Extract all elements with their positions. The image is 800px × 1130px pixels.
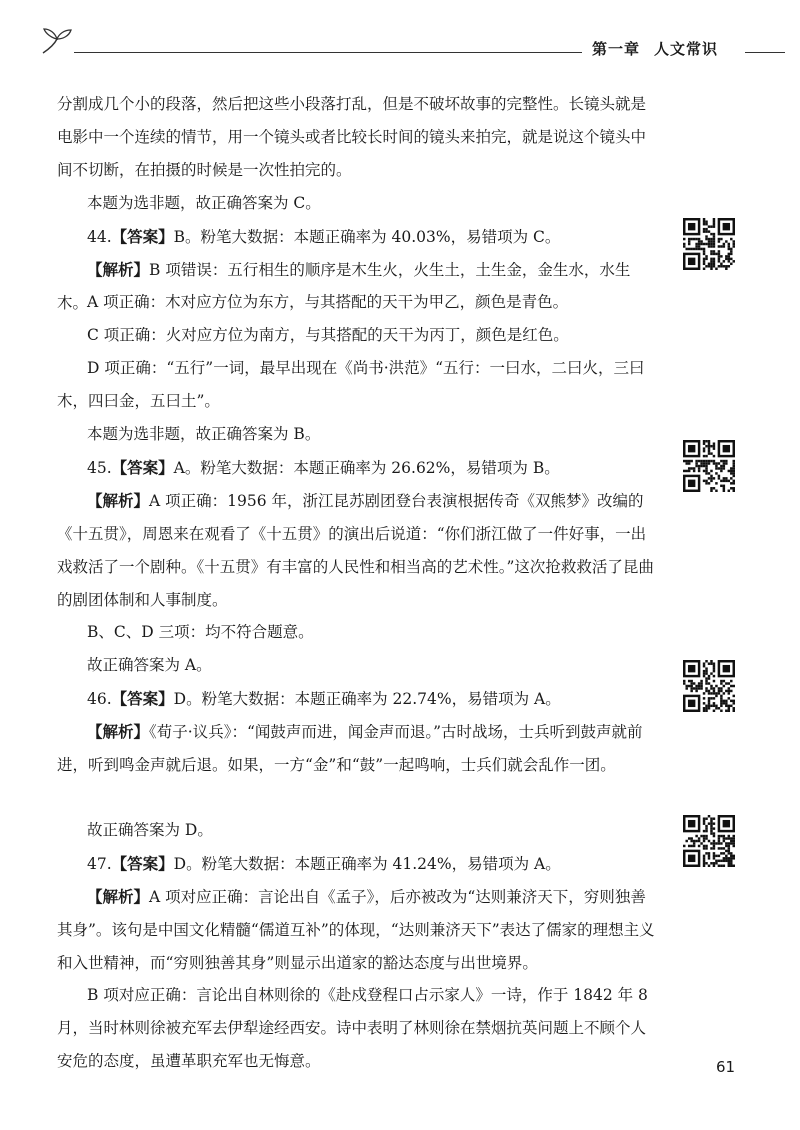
header-rule-left [74, 52, 582, 53]
q45-answer [57, 451, 661, 485]
chapter-label: 第一章 [592, 40, 641, 58]
qr-code-icon [683, 440, 735, 492]
page-header [0, 0, 800, 70]
q47-analysis [57, 880, 661, 980]
q45-analysis [57, 484, 661, 617]
q47-answer [57, 847, 661, 881]
q45-options-bcd: B、C、D 三项：均不符合题意。 [87, 623, 314, 641]
q45-conclusion: 故正确答案为 A。 [87, 656, 212, 674]
q44-option-d: D 项正确：“五行”一词，最早出现在《尚书·洪范》“五行：一曰水，二曰火，三曰木，四曰金，五曰土”。 [57, 359, 645, 410]
q46-answer-tag: 【答案】 [111, 689, 174, 708]
q47-analysis-tag: 【解析】 [87, 887, 150, 906]
q47-answer-tag: 【答案】 [111, 854, 174, 873]
header-title [592, 38, 732, 59]
q44-analysis-tag: 【解析】 [87, 260, 150, 279]
q45-analysis-tag: 【解析】 [87, 491, 150, 510]
q46-answer-text: D。粉笔大数据：本题正确率为 22.74%，易错项为 A。 [173, 690, 561, 708]
q46-analysis-text: 《荀子·议兵》：“闻鼓声而进，闻金声而退。”古时战场，士兵听到鼓声就前进，听到鸣金声就后退。如果，一方“金”和“鼓”一起鸣响，士兵们就会乱作一团。 [57, 723, 643, 774]
q45-number: 45. [87, 459, 112, 477]
q46-conclusion: 故正确答案为 D。 [87, 821, 213, 839]
q45-answer-text: A。粉笔大数据：本题正确率为 26.62%，易错项为 B。 [173, 459, 560, 477]
qr-code-icon [683, 218, 735, 270]
q44-answer [57, 220, 661, 254]
paragraph-conclusion-43: 本题为选非题，故正确答案为 C。 [87, 194, 321, 212]
q46-number: 46. [87, 690, 112, 708]
qr-code-icon [683, 660, 735, 712]
paragraph-continuation: 分割成几个小的段落，然后把这些小段落打乱，但是不破坏故事的完整性。长镜头就是电影中一个连续的情节，用一个镜头或者比较长时间的镜头来拍完，就是说这个镜头中间不切断，在拍摄的时候是一次性拍完的。 [57, 95, 647, 179]
q45-analysis-text: A 项正确：1956 年，浙江昆苏剧团登台表演根据传奇《双熊梦》改编的《十五贯》，周恩来在观看了《十五贯》的演出后说道：“你们浙江做了一件好事，一出戏救活了一个剧种。《十五贯》有丰富的人民性和相当高的艺术性。”这次抢救救活了昆曲的剧团体制和人事制度。 [57, 492, 654, 609]
q44-number: 44. [87, 228, 112, 246]
q47-analysis-text: A 项对应正确：言论出自《孟子》，后亦被改为“达则兼济天下，穷则独善其身”。该句是中国文化精髓“儒道互补”的体现，“达则兼济天下”表达了儒家的理想主义和入世精神，而“穷则独善其身”则显示出道家的豁达态度与出世境界。 [57, 888, 655, 972]
q44-analysis-text: B 项错误：五行相生的顺序是木生火，火生土，土生金，金生水，水生木。 [57, 261, 631, 312]
q44-answer-tag: 【答案】 [111, 227, 174, 246]
q46-analysis [57, 715, 661, 782]
q44-option-c: C 项正确：火对应方位为南方，与其搭配的天干为丙丁，颜色是红色。 [87, 326, 569, 344]
section-label: 人文常识 [654, 40, 719, 58]
q44-option-a: A 项正确：木对应方位为东方，与其搭配的天干为甲乙，颜色是青色。 [87, 293, 569, 311]
q44-conclusion: 本题为选非题，故正确答案为 B。 [87, 425, 321, 443]
q45-answer-tag: 【答案】 [111, 458, 174, 477]
header-rule-right [745, 52, 785, 53]
q47-answer-text: D。粉笔大数据：本题正确率为 41.24%，易错项为 A。 [173, 855, 561, 873]
q46-analysis-tag: 【解析】 [87, 722, 150, 741]
q47-number: 47. [87, 855, 112, 873]
q47-option-b: B 项对应正确：言论出自林则徐的《赴戍登程口占示家人》一诗，作于 1842 年 8 月，当时林则徐被充军去伊犁途经西安。诗中表明了林则徐在禁烟抗英问题上不顾个人安危的态度，虽遭革职充军也无悔意。 [57, 986, 648, 1070]
leaf-icon [40, 26, 74, 56]
q44-answer-text: B。粉笔大数据：本题正确率为 40.03%，易错项为 C。 [173, 228, 561, 246]
page-number: 61 [716, 1058, 736, 1076]
q46-answer [57, 682, 661, 716]
qr-code-icon [683, 815, 735, 867]
